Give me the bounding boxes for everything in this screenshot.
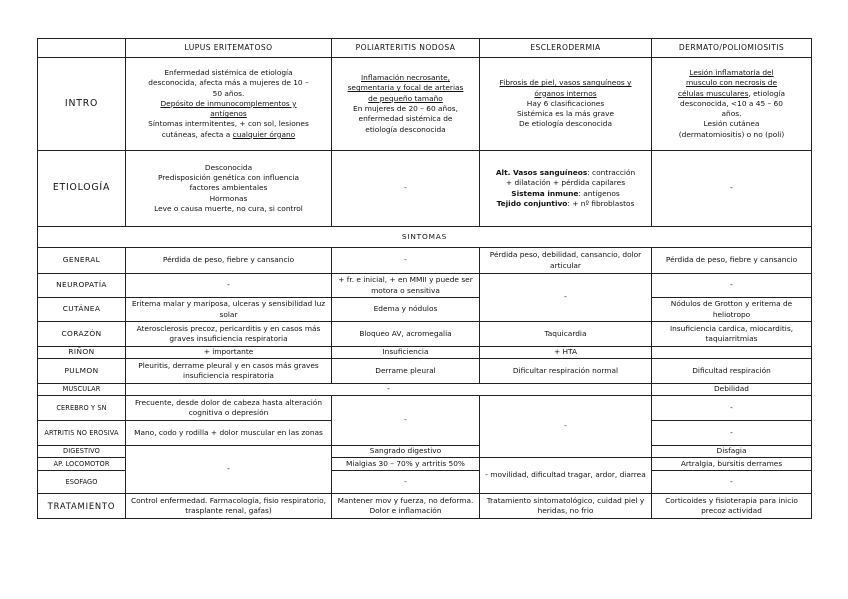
- text-line: Inflamación necrosante,: [361, 73, 450, 83]
- row-cutanea: [38, 298, 812, 322]
- neuropatia-lupus: -: [126, 274, 332, 298]
- cutanea-lupus: Eritema malar y mariposa, ulceras y sensibilidad luz solar: [126, 298, 332, 322]
- text-line: (dermatomiositis) o no (poli): [678, 129, 785, 139]
- row-sintomas: [38, 227, 812, 248]
- text-line: Alt. Vasos sanguíneos: [495, 167, 588, 177]
- row-label-esofago: ESOFAGO: [38, 471, 126, 494]
- row-label-intro: INTRO: [38, 58, 126, 151]
- digestivo-poliarteritis: Sangrado digestivo: [332, 446, 480, 458]
- row-cerebro: [38, 396, 812, 421]
- digestivo-dermato: Disfagia: [652, 446, 812, 458]
- aplocomotor-dermato: Artralgia, bursitis derrames: [652, 458, 812, 471]
- text-line: Hormonas: [209, 193, 248, 203]
- text-line: musculo con necrosis de: [685, 78, 778, 88]
- header-row: [38, 39, 812, 58]
- row-label-artritis: ARTRITIS NO EROSIVA: [38, 421, 126, 446]
- row-label-general: GENERAL: [38, 248, 126, 274]
- text-line: Sistema inmune: [511, 188, 579, 198]
- row-label-cutanea: CUTÁNEA: [38, 298, 126, 322]
- row-general: [38, 248, 812, 274]
- tratamiento-esclerodermia: Tratamiento sintomatológico, cuidad piel y heridas, no frio: [480, 494, 652, 519]
- row-neuropatia: [38, 274, 812, 298]
- general-lupus: Pérdida de peso, fiebre y cansancio: [126, 248, 332, 274]
- row-label-rinon: RIÑON: [38, 347, 126, 359]
- cerebro-dermato: -: [652, 396, 812, 421]
- row-digestivo: [38, 446, 812, 458]
- text-line: Leve o causa muerte, no cura, si control: [154, 203, 303, 213]
- pulmon-lupus: Pleuritis, derrame pleural y en casos más graves insuficiencia respiratoria: [126, 359, 332, 384]
- text-line: Depósito de inmunocomplementos y: [160, 98, 297, 108]
- etiologia-dermato: -: [652, 151, 812, 227]
- row-label-aplocomotor: AP. LOCOMOTOR: [38, 458, 126, 471]
- etiologia-esclerodermia: [480, 151, 652, 227]
- text-line: Tejido conjuntivo: [496, 198, 568, 208]
- row-label-corazon: CORAZÓN: [38, 322, 126, 347]
- muscular-merged: -: [126, 384, 652, 396]
- header-poliarteritis: POLIARTERITIS NODOSA: [332, 39, 480, 58]
- row-etiologia: [38, 151, 812, 227]
- text-line: etiología desconocida: [365, 124, 446, 134]
- text-line: Lesión cutánea: [703, 119, 760, 129]
- pulmon-poliarteritis: Derrame pleural: [332, 359, 480, 384]
- pulmon-esclerodermia: Dificultar respiración normal: [480, 359, 652, 384]
- rinon-poliarteritis: Insuficiencia: [332, 347, 480, 359]
- text-line: desconocida, <10 a 45 – 60: [680, 98, 783, 108]
- cerebro-artritis-poliarteritis: -: [332, 396, 480, 446]
- row-pulmon: [38, 359, 812, 384]
- neuropatia-poliarteritis: + fr. e inicial, + en MMII y puede ser motora o sensitiva: [332, 274, 480, 298]
- text-line: 50 años.: [212, 88, 245, 98]
- pulmon-dermato: Dificultad respiración: [652, 359, 812, 384]
- text-line: , etiología: [748, 88, 786, 98]
- row-corazon: [38, 322, 812, 347]
- row-label-etiologia: ETIOLOGÍA: [38, 151, 126, 227]
- row-label-tratamiento: TRATAMIENTO: [38, 494, 126, 519]
- muscular-dermato: Debilidad: [652, 384, 812, 396]
- cerebro-lupus: Frecuente, desde dolor de cabeza hasta alteración cognitiva o depresión: [126, 396, 332, 421]
- text-line: órganos internos: [534, 88, 597, 98]
- text-line: cutáneas, afecta a: [161, 129, 233, 139]
- intro-dermato: [652, 58, 812, 151]
- general-poliarteritis: -: [332, 248, 480, 274]
- row-label-cerebro: CEREBRO Y SN: [38, 396, 126, 421]
- header-lupus: LUPUS ERITEMATOSO: [126, 39, 332, 58]
- intro-poliarteritis: [332, 58, 480, 151]
- tratamiento-poliarteritis: Mantener mov y fuerza, no deforma. Dolor e inflamación: [332, 494, 480, 519]
- intro-esclerodermia: [480, 58, 652, 151]
- comparison-table: [37, 38, 812, 519]
- header-esclerodermia: ESCLERODERMIA: [480, 39, 652, 58]
- text-line: células musculares: [677, 88, 749, 98]
- text-line: Hay 6 clasificaciones: [526, 98, 605, 108]
- row-label-neuropatia: NEUROPATÍA: [38, 274, 126, 298]
- text-line: : + nº fibroblastos: [567, 198, 635, 208]
- text-line: : antígenos: [578, 188, 620, 198]
- row-label-digestivo: DIGESTIVO: [38, 446, 126, 458]
- text-line: Predisposición genética con influencia: [157, 173, 300, 183]
- text-line: de pequeño tamaño: [368, 93, 443, 103]
- rinon-dermato: [652, 347, 812, 359]
- row-rinon: [38, 347, 812, 359]
- cutanea-poliarteritis: Edema y nódulos: [332, 298, 480, 322]
- text-line: segmentaria y focal de arterias: [347, 83, 464, 93]
- text-line: años.: [721, 109, 742, 119]
- header-dermato: DERMATO/POLIOMIOSITIS: [652, 39, 812, 58]
- text-line: antígenos: [210, 109, 247, 119]
- general-esclerodermia: Pérdida peso, debilidad, cansancio, dolor articular: [480, 248, 652, 274]
- text-line: enfermedad sistémica de: [358, 114, 453, 124]
- corazon-dermato: Insuficiencia cardica, miocarditis, taquiarritmias: [652, 322, 812, 347]
- text-line: Enfermedad sistémica de etiología: [164, 67, 293, 77]
- neuro-cutanea-esclerodermia: -: [480, 274, 652, 322]
- text-line: factores ambientales: [189, 183, 268, 193]
- text-line: Sistémica es la más grave: [516, 109, 615, 119]
- esofago-esclerodermia: - movilidad, dificultad tragar, ardor, diarrea: [480, 458, 652, 494]
- row-label-pulmon: PULMON: [38, 359, 126, 384]
- row-intro: [38, 58, 812, 151]
- corazon-lupus: Aterosclerosis precoz, pericarditis y en casos más graves insuficiencia respiratoria: [126, 322, 332, 347]
- artritis-dermato: -: [652, 421, 812, 446]
- text-line: De etiología desconocida: [518, 119, 613, 129]
- section-label-sintomas: SINTOMAS: [38, 227, 812, 248]
- text-line: Desconocida: [204, 162, 253, 172]
- text-line: Fibrosis de piel, vasos sanguíneos y: [499, 78, 632, 88]
- text-line: En mujeres de 20 – 60 años,: [353, 104, 458, 113]
- text-line: Lesión inflamatoria del: [689, 67, 774, 77]
- corazon-poliarteritis: Bloqueo AV, acromegalia: [332, 322, 480, 347]
- tratamiento-dermato: Corticoides y fisioterapia para inicio precoz actividad: [652, 494, 812, 519]
- corazon-esclerodermia: Taquicardia: [480, 322, 652, 347]
- aplocomotor-poliarteritis: Mialgias 30 – 70% y artritis 50%: [332, 458, 480, 471]
- text-line: cualquier órgano: [232, 129, 296, 139]
- esofago-poliarteritis: -: [332, 471, 480, 494]
- cerebro-digestivo-esclerodermia: -: [480, 396, 652, 458]
- rinon-lupus: + importante: [126, 347, 332, 359]
- text-line: Síntomas intermitentes, + con sol, lesiones: [148, 119, 309, 129]
- esofago-dermato: -: [652, 471, 812, 494]
- text-line: desconocida, afecta más a mujeres de 10 –: [148, 78, 309, 88]
- tratamiento-lupus: Control enfermedad. Farmacología, fisio respiratorio, trasplante renal, gafas): [126, 494, 332, 519]
- artritis-lupus: Mano, codo y rodilla + dolor muscular en las zonas: [126, 421, 332, 446]
- general-dermato: Pérdida de peso, fiebre y cansancio: [652, 248, 812, 274]
- text-line: + dilatación + pérdida capilares: [505, 178, 626, 188]
- row-tratamiento: [38, 494, 812, 519]
- corner-cell: [38, 39, 126, 58]
- row-label-muscular: MUSCULAR: [38, 384, 126, 396]
- cutanea-dermato: Nódulos de Grotton y eritema de heliotropo: [652, 298, 812, 322]
- row-muscular: [38, 384, 812, 396]
- rinon-esclerodermia: + HTA: [480, 347, 652, 359]
- etiologia-poliarteritis: -: [332, 151, 480, 227]
- etiologia-lupus: [126, 151, 332, 227]
- text-line: : contracción: [587, 167, 636, 177]
- intro-lupus: [126, 58, 332, 151]
- digestivo-lupus: -: [126, 446, 332, 494]
- neuropatia-dermato: -: [652, 274, 812, 298]
